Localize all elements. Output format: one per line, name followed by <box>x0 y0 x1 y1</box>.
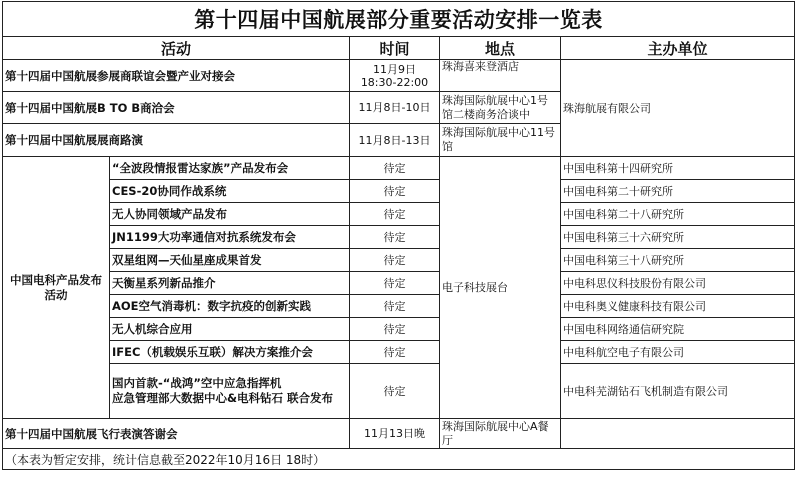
activity-cell: JN1199大功率通信对抗系统发布会 <box>110 226 350 249</box>
time-cell: 待定 <box>350 180 440 203</box>
table-row <box>3 249 795 272</box>
organizer-cell: 中国电科第三十八研究所 <box>561 249 795 272</box>
time-line: 11月9日 <box>373 62 416 76</box>
organizer-cell: 中电科航空电子有限公司 <box>561 341 795 364</box>
location-cell: 珠海国际航展中心11号馆 <box>440 124 561 157</box>
activity-cell: 第十四届中国航展B TO B商洽会 <box>3 92 350 124</box>
table-row <box>3 295 795 318</box>
time-cell: 待定 <box>350 295 440 318</box>
time-cell: 待定 <box>350 272 440 295</box>
activity-cell: 无人协同领域产品发布 <box>110 203 350 226</box>
table-row <box>3 203 795 226</box>
activity-cell <box>110 364 350 419</box>
time-cell: 待定 <box>350 364 440 419</box>
location-cell: 珠海国际航展中心1号馆二楼商务洽谈中 <box>440 92 561 124</box>
location-cell: 珠海喜来登酒店 <box>440 60 561 92</box>
table-row <box>3 180 795 203</box>
time-cell: 待定 <box>350 249 440 272</box>
table-row <box>3 272 795 295</box>
activity-cell: 第十四届中国航展参展商联谊会暨产业对接会 <box>3 60 350 92</box>
time-cell: 11月8日-10日 <box>350 92 440 124</box>
activity-line: 应急管理部大数据中心&电科钻石 联合发布 <box>112 391 334 405</box>
organizer-cell <box>561 419 795 449</box>
time-line: 18:30-22:00 <box>360 75 429 89</box>
organizer-cell: 中电科芜湖钻石飞机制造有限公司 <box>561 364 795 419</box>
schedule-table <box>2 1 795 470</box>
activity-cell: 无人机综合应用 <box>110 318 350 341</box>
table-row <box>3 226 795 249</box>
time-cell: 待定 <box>350 226 440 249</box>
organizer-cell: 中国电科第十四研究所 <box>561 157 795 180</box>
organizer-cell: 中国电科第二十研究所 <box>561 180 795 203</box>
location-cell: 珠海国际航展中心A餐厅 <box>440 419 561 449</box>
organizer-cell: 珠海航展有限公司 <box>561 60 795 157</box>
time-cell: 待定 <box>350 318 440 341</box>
activity-cell: “全波段情报雷达家族”产品发布会 <box>110 157 350 180</box>
footnote: （本表为暂定安排，统计信息截至2022年10月16日 18时） <box>3 449 795 470</box>
activity-cell: 双星组网—天仙星座成果首发 <box>110 249 350 272</box>
table-row <box>3 157 795 180</box>
activity-cell: CES-20协同作战系统 <box>110 180 350 203</box>
time-cell: 11月13日晚 <box>350 419 440 449</box>
organizer-cell: 中国电科第二十八研究所 <box>561 203 795 226</box>
cetc-group-cell: 中国电科产品发布活动 <box>3 157 110 419</box>
organizer-cell: 中电科奥义健康科技有限公司 <box>561 295 795 318</box>
schedule-document <box>2 1 798 479</box>
organizer-cell: 中电科思仪科技股份有限公司 <box>561 272 795 295</box>
time-cell: 待定 <box>350 341 440 364</box>
document-title: 第十四届中国航展部分重要活动安排一览表 <box>3 2 795 37</box>
activity-cell: 天衡星系列新品推介 <box>110 272 350 295</box>
header-organizer: 主办单位 <box>561 37 795 60</box>
header-location: 地点 <box>440 37 561 60</box>
table-row <box>3 364 795 419</box>
time-cell <box>350 60 440 92</box>
time-cell: 待定 <box>350 203 440 226</box>
location-cell: 电子科技展台 <box>440 157 561 419</box>
activity-cell: IFEC（机载娱乐互联）解决方案推介会 <box>110 341 350 364</box>
activity-cell: 第十四届中国航展飞行表演答谢会 <box>3 419 350 449</box>
activity-cell: 第十四届中国航展展商路演 <box>3 124 350 157</box>
table-row <box>3 60 795 92</box>
time-cell: 待定 <box>350 157 440 180</box>
activity-line: 国内首款-“战鸿”空中应急指挥机 <box>112 376 282 390</box>
organizer-cell: 中国电科网络通信研究院 <box>561 318 795 341</box>
table-row <box>3 318 795 341</box>
table-row <box>3 341 795 364</box>
organizer-cell: 中国电科第三十六研究所 <box>561 226 795 249</box>
header-time: 时间 <box>350 37 440 60</box>
activity-cell: AOE空气消毒机：数字抗疫的创新实践 <box>110 295 350 318</box>
header-activity: 活动 <box>3 37 350 60</box>
time-cell: 11月8日-13日 <box>350 124 440 157</box>
table-row <box>3 419 795 449</box>
